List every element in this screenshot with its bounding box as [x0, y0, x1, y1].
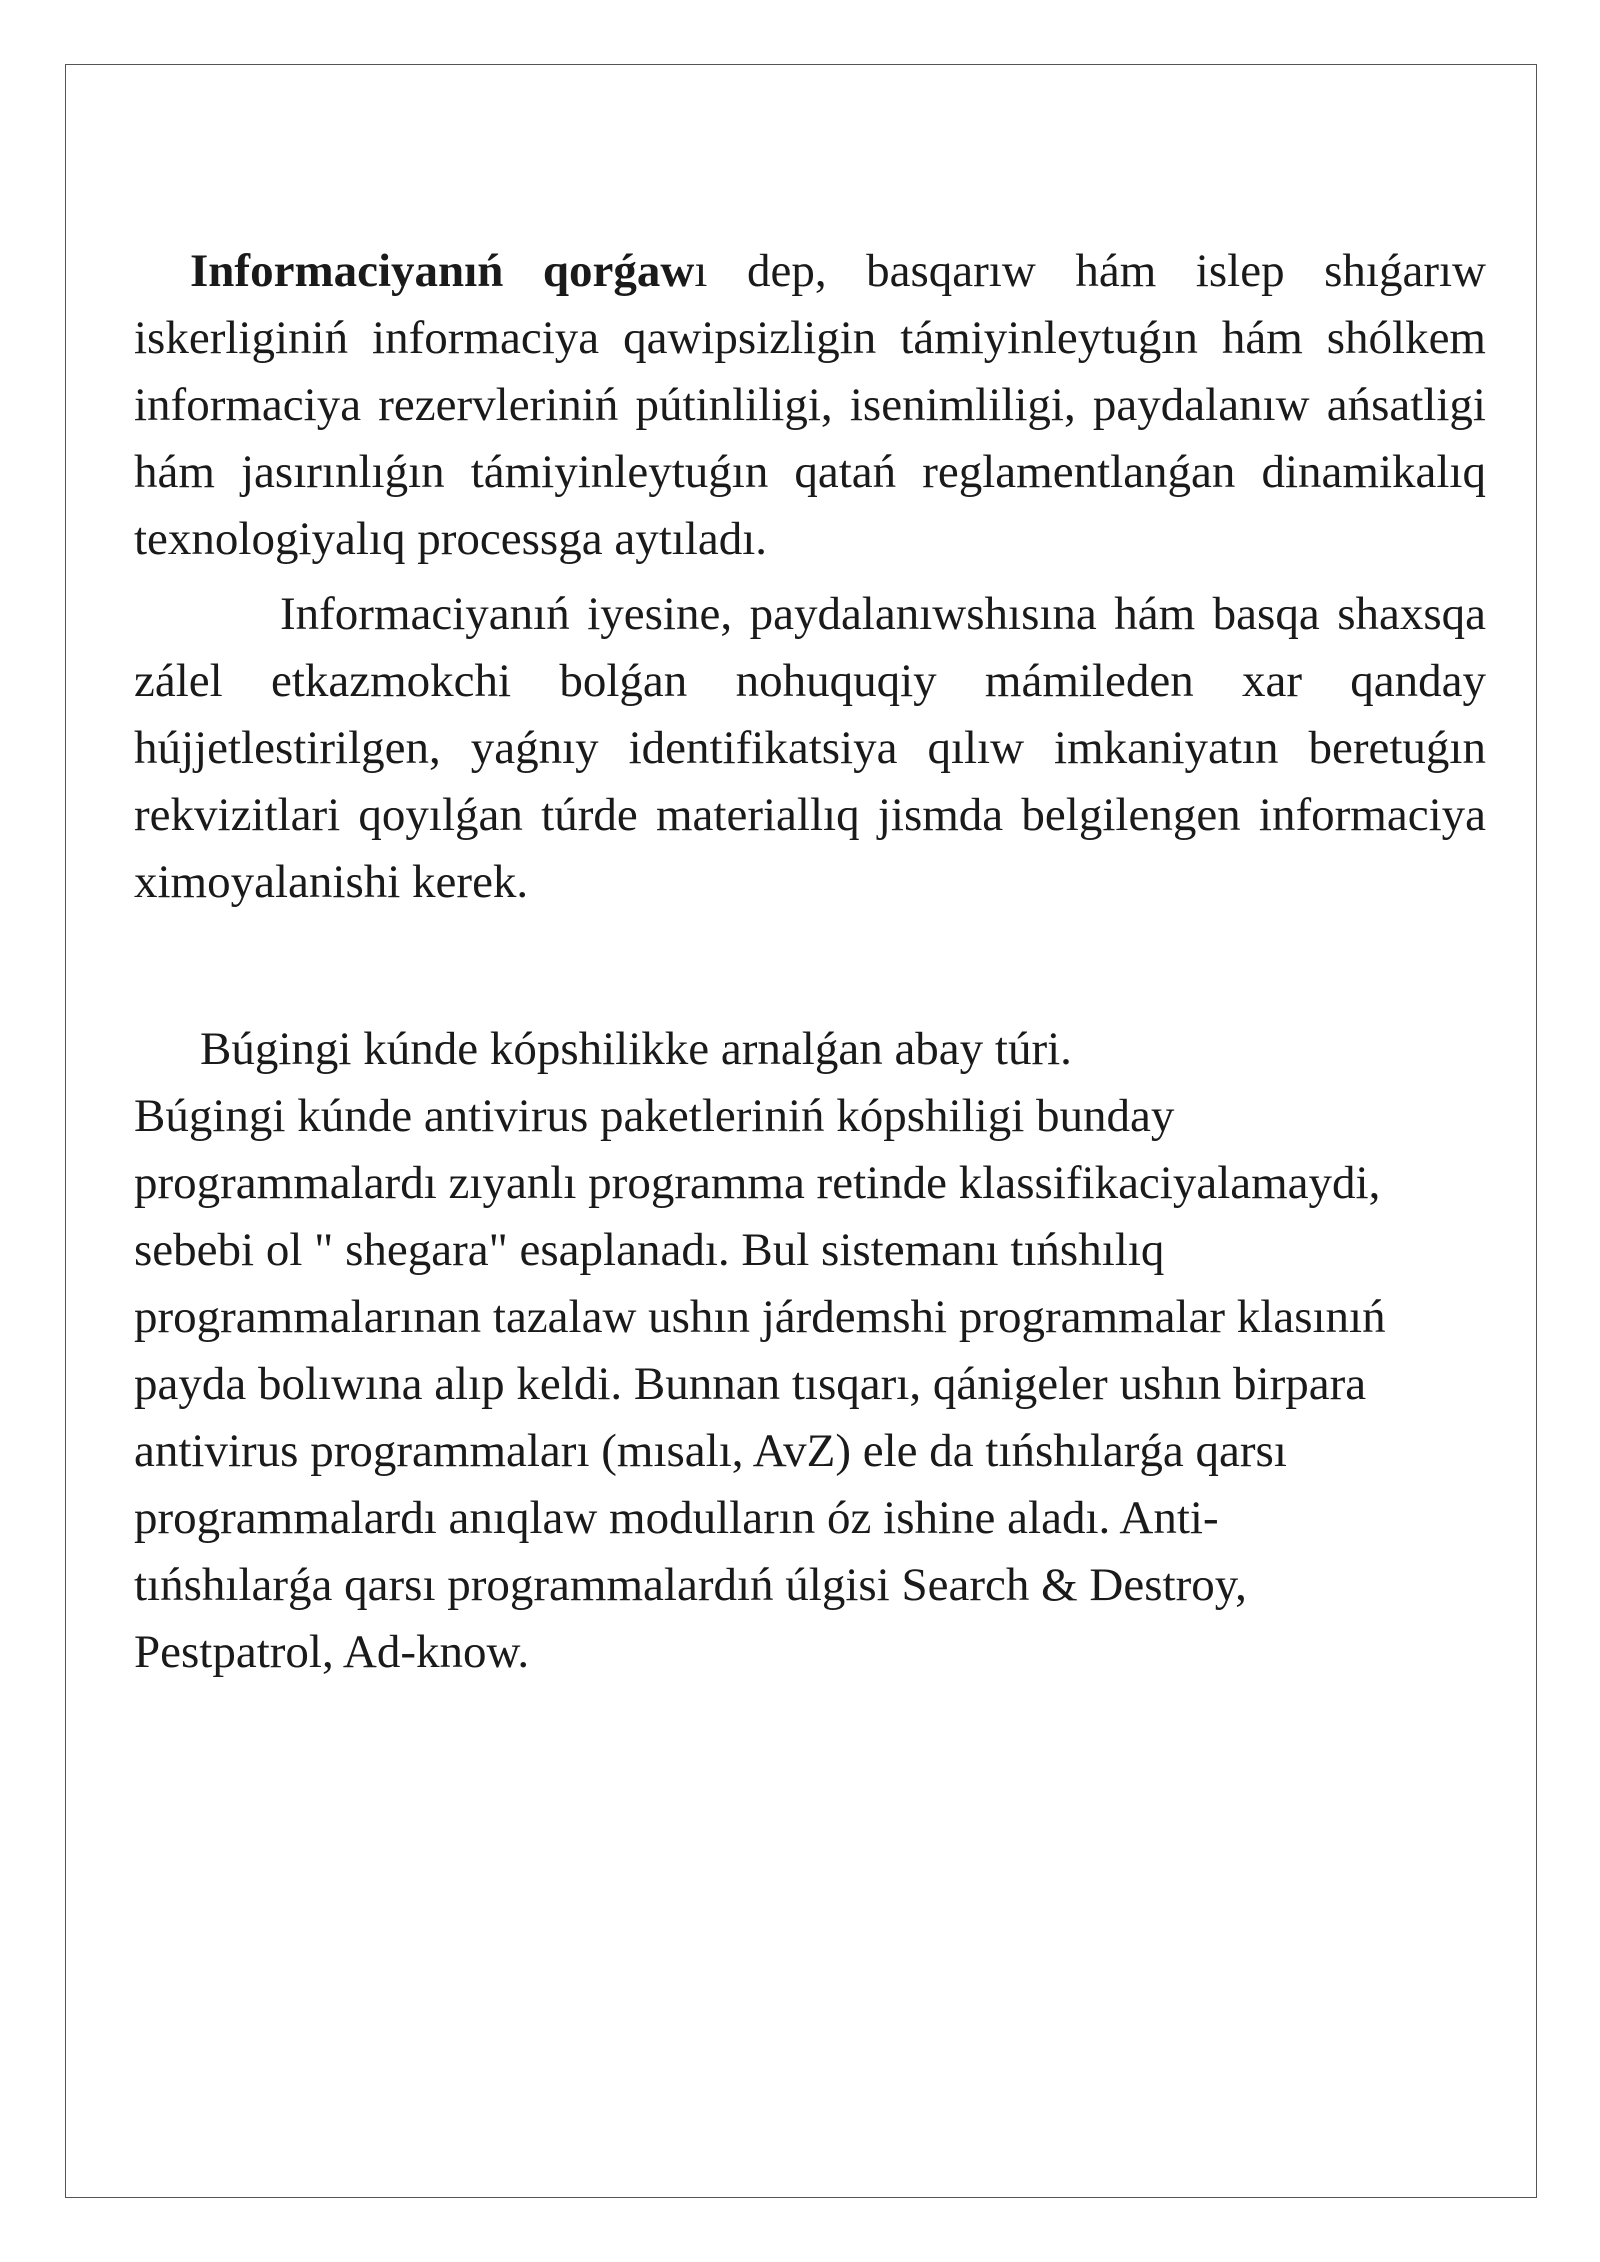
paragraph-information-protection	[134, 238, 1486, 573]
paragraph-text: ı dep, basqarıw hám islep shıǵarıw iskerliginiń informaciya qawipsizligin támiyinleytuǵın hám shólkem informaciya rezervleriniń pútinliligi, isenimliligi, paydalanıw ańsatligi hám jasırınlıǵın támiyinleytuǵın qatań reglamentlanǵan dinamikalıq texnologiyalıq processga aytıladı.	[134, 245, 1486, 565]
paragraph-antivirus	[134, 1016, 1486, 1686]
paragraph-text: Búgingi kúnde antivirus paketleriniń kópshiligi bunday programmalardı zıyanlı programma retinde klassifikaciyalamaydi, sebebi ol " shegara" esaplanadı. Bul sistemanı tıńshılıq programmalarınan tazalaw ushın járdemshi programmalar klasınıń payda bolıwına alıp keldi. Bunnan tısqarı, qánigeler ushın birpara antivirus programmaları (mısalı, AvZ) ele da tıńshılarǵa qarsı programmalardı anıqlaw modulların óz ishine aladı. Anti-tıńshılarǵa qarsı programmalardıń úlgisi Search & Destroy, Pestpatrol, Ad-know.	[134, 1090, 1386, 1678]
paragraph-heading-line: Búgingi kúnde kópshilikke arnalǵan abay túri.	[200, 1023, 1072, 1075]
paragraph-information-owner: Informaciyanıń iyesine, paydalanıwshısına hám basqa shaxsqa zálel etkazmokchi bolǵan nohuquqiy mámileden xar qanday hújjetlestirilgen, yaǵnıy identifikatsiya qılıw imkaniyatın beretuǵın rekvizitlari qoyılǵan túrde materiallıq jismda belgilengen informaciya ximoyalanishi kerek.	[134, 588, 1486, 908]
bold-term: Informaciyanıń qorǵaw	[190, 245, 695, 297]
document-body	[134, 238, 1486, 1686]
